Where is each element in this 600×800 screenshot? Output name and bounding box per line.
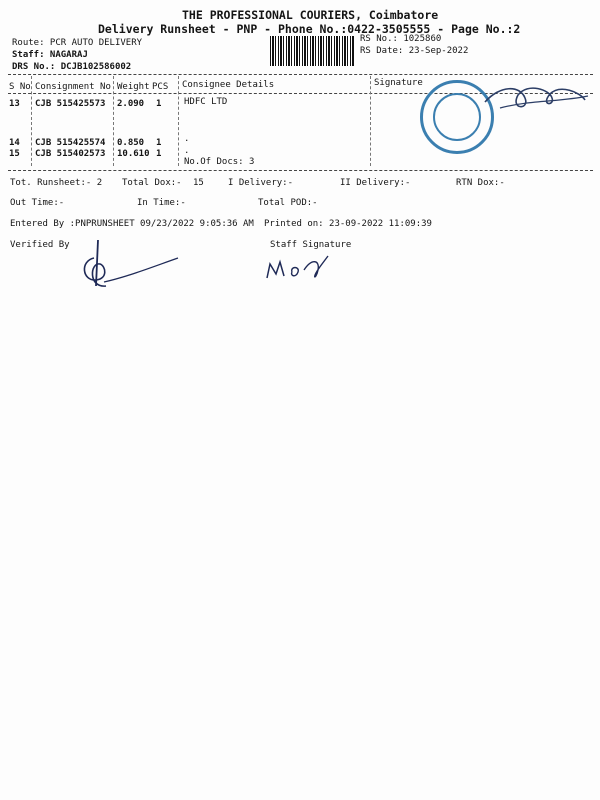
- row-sno: 14: [9, 138, 20, 148]
- row-weight: 10.610: [117, 149, 150, 159]
- row-sno: 15: [9, 149, 20, 159]
- consignee-signature-image: [480, 80, 590, 115]
- col-consignee-header: Consignee Details: [182, 80, 275, 90]
- row-weight: 2.090: [117, 99, 145, 109]
- row-consignment: CJB 515425574: [35, 138, 106, 148]
- verified-by-signature-image: [60, 236, 180, 296]
- col-sno-header: S No: [9, 82, 31, 92]
- barcode: [270, 36, 354, 66]
- total-dox-label: Total Dox:-: [122, 178, 182, 188]
- col-pcs-header: PCS: [152, 82, 169, 92]
- rs-date: RS Date: 23-Sep-2022: [360, 46, 469, 56]
- drs-number: DRS No.: DCJB102586002: [12, 62, 132, 72]
- in-time: In Time:-: [137, 198, 186, 208]
- col-sep: [31, 76, 32, 166]
- total-runsheet: Tot. Runsheet:- 2: [10, 178, 103, 188]
- col-sep: [113, 76, 114, 166]
- ii-delivery: II Delivery:-: [340, 178, 411, 188]
- col-signature-header: Signature: [374, 78, 423, 88]
- row-sno: 13: [9, 99, 20, 109]
- total-pod: Total POD:-: [258, 198, 318, 208]
- row-pcs: 1: [156, 149, 162, 159]
- row-consignee: .: [184, 134, 190, 144]
- col-sep: [178, 76, 179, 166]
- row-consignee: .: [184, 146, 190, 156]
- staff-label: Staff: NAGARAJ: [12, 50, 88, 60]
- row-consignment: CJB 515402573: [35, 149, 106, 159]
- col-consignment-header: Consignment No: [35, 82, 111, 92]
- row-pcs: 1: [156, 99, 162, 109]
- row-pcs: 1: [156, 138, 162, 148]
- total-dox-value: 15: [193, 178, 204, 188]
- printed-on: Printed on: 23-09-2022 11:09:39: [264, 219, 432, 229]
- row-weight: 0.850: [117, 138, 145, 148]
- totals-rule: [8, 170, 593, 171]
- rs-number: RS No.: 1025860: [360, 34, 442, 44]
- row-consignee: HDFC LTD: [184, 97, 228, 107]
- i-delivery: I Delivery:-: [228, 178, 294, 188]
- rtn-dox: RTN Dox:-: [456, 178, 505, 188]
- out-time: Out Time:-: [10, 198, 65, 208]
- company-title: THE PROFESSIONAL COURIERS, Coimbatore: [182, 8, 439, 22]
- col-sep: [370, 76, 371, 166]
- staff-signature-label: Staff Signature: [270, 240, 352, 250]
- no-of-docs: No.Of Docs: 3: [184, 157, 255, 167]
- staff-signature-image: [262, 250, 342, 284]
- entered-by: Entered By :PNPRUNSHEET 09/23/2022 9:05:36 AM: [10, 219, 254, 229]
- col-weight-header: Weight: [117, 82, 150, 92]
- company-stamp-inner: [433, 93, 481, 141]
- row-consignment: CJB 515425573: [35, 99, 106, 109]
- verified-by: Verified By: [10, 240, 70, 250]
- runsheet-subtitle: Delivery Runsheet - PNP - Phone No.:0422-3505555 - Page No.:2: [98, 22, 521, 36]
- route-label: Route: PCR AUTO DELIVERY: [12, 38, 143, 48]
- table-top-rule: [8, 74, 593, 75]
